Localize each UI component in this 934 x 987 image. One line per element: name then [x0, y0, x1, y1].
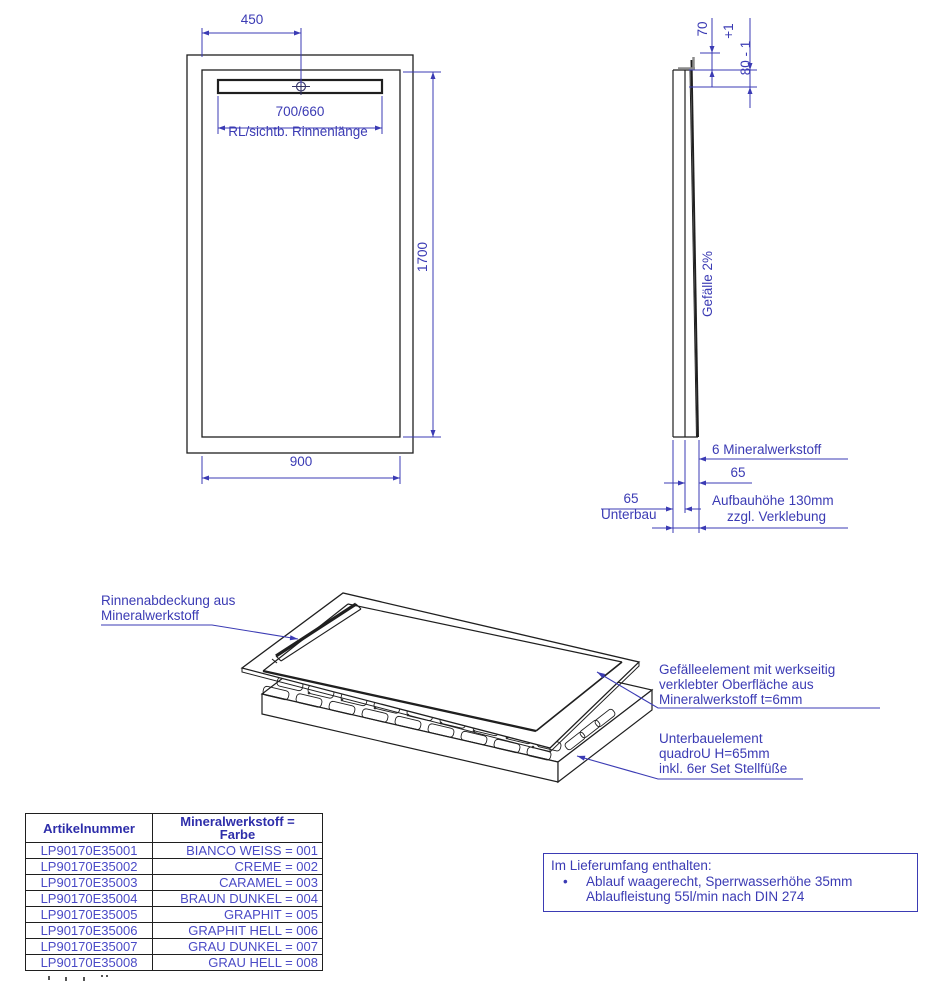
- color-code-cell: GRAPHIT = 005: [223, 907, 318, 922]
- article-number-cell: LP90170E35007: [26, 939, 153, 954]
- table-row: [26, 922, 322, 938]
- article-number-table: [25, 813, 323, 971]
- side-dim-65-unterbau: 65: [623, 491, 639, 506]
- color-code-cell: CARAMEL = 003: [219, 875, 318, 890]
- article-number-cell: LP90170E35008: [26, 955, 153, 970]
- iso-slope-label-line1: Gefälleelement mit werkseitig: [659, 662, 836, 677]
- delivery-item-line1: Ablauf waagerecht, Sperrwasserhöhe 35mm: [586, 874, 853, 889]
- iso-base-label-line3: inkl. 6er Set Stellfüße: [659, 761, 788, 776]
- table-row: [26, 906, 322, 922]
- table-header-col2-line2: Farbe: [219, 827, 256, 842]
- iso-base-label-line2: quadroU H=65mm: [659, 746, 770, 761]
- table-header-artikelnummer: Artikelnummer: [26, 814, 153, 842]
- table-header-row: [26, 814, 322, 842]
- side-unterbau-label: Unterbau: [601, 507, 657, 522]
- front-dim-1700: 1700: [415, 241, 430, 273]
- iso-cover-label-line2: Mineralwerkstoff: [101, 608, 200, 623]
- delivery-item-line2: Ablaufleistung 55l/min nach DIN 274: [586, 889, 805, 904]
- front-view-dimensions: [202, 28, 441, 484]
- article-number-cell: LP90170E35005: [26, 907, 153, 922]
- table-row: [26, 938, 322, 954]
- side-tolerance-plus: +1: [721, 23, 736, 39]
- side-view-drawing: [673, 60, 698, 437]
- color-code-cell: BIANCO WEISS = 001: [186, 843, 318, 858]
- color-code-cell: GRAU DUNKEL = 007: [188, 939, 318, 954]
- iso-base-label-line1: Unterbauelement: [659, 731, 763, 746]
- iso-cover-label-line1: Rinnenabdeckung aus: [101, 593, 236, 608]
- front-dim-rinne: 700/660: [275, 104, 325, 119]
- bullet-icon: •: [563, 874, 568, 889]
- color-code-cell: CREME = 002: [234, 859, 318, 874]
- side-dim-65-element: 65: [730, 465, 746, 480]
- table-row: [26, 842, 322, 858]
- iso-slope-label-line2: verklebter Oberfläche aus: [659, 677, 814, 692]
- table-row: [26, 858, 322, 874]
- table-row: [26, 954, 322, 970]
- front-rinne-label: RL/sichtb. Rinnenlänge: [228, 124, 368, 139]
- delivery-scope-box: [543, 853, 918, 912]
- color-code-cell: GRAPHIT HELL = 006: [188, 923, 318, 938]
- cutoff-text-marks: [48, 975, 108, 981]
- side-build-height-line2: zzgl. Verklebung: [727, 509, 827, 524]
- front-dim-450: 450: [240, 12, 264, 27]
- side-slope-label: Gefälle 2%: [700, 250, 715, 318]
- color-code-cell: BRAUN DUNKEL = 004: [180, 891, 318, 906]
- side-dim-80: 80 - 1: [738, 40, 753, 76]
- article-number-cell: LP90170E35002: [26, 859, 153, 874]
- iso-slope-label-line3: Mineralwerkstoff t=6mm: [659, 692, 803, 707]
- side-mineral-layer-label: 6 Mineralwerkstoff: [712, 442, 822, 457]
- delivery-box-title: Im Lieferumfang enthalten:: [551, 858, 712, 873]
- table-header-col2-line1: Mineralwerkstoff =: [180, 814, 295, 829]
- article-number-cell: LP90170E35004: [26, 891, 153, 906]
- table-row: [26, 890, 322, 906]
- side-view-gray-edges: [678, 57, 695, 70]
- side-dim-70: 70: [695, 21, 710, 37]
- front-dim-900: 900: [289, 454, 313, 469]
- table-header-mineralwerkstoff: [153, 814, 322, 842]
- article-number-cell: LP90170E35001: [26, 843, 153, 858]
- color-code-cell: GRAU HELL = 008: [208, 955, 318, 970]
- article-number-cell: LP90170E35006: [26, 923, 153, 938]
- article-number-cell: LP90170E35003: [26, 875, 153, 890]
- table-row: [26, 874, 322, 890]
- side-build-height-line1: Aufbauhöhe 130mm: [712, 493, 834, 508]
